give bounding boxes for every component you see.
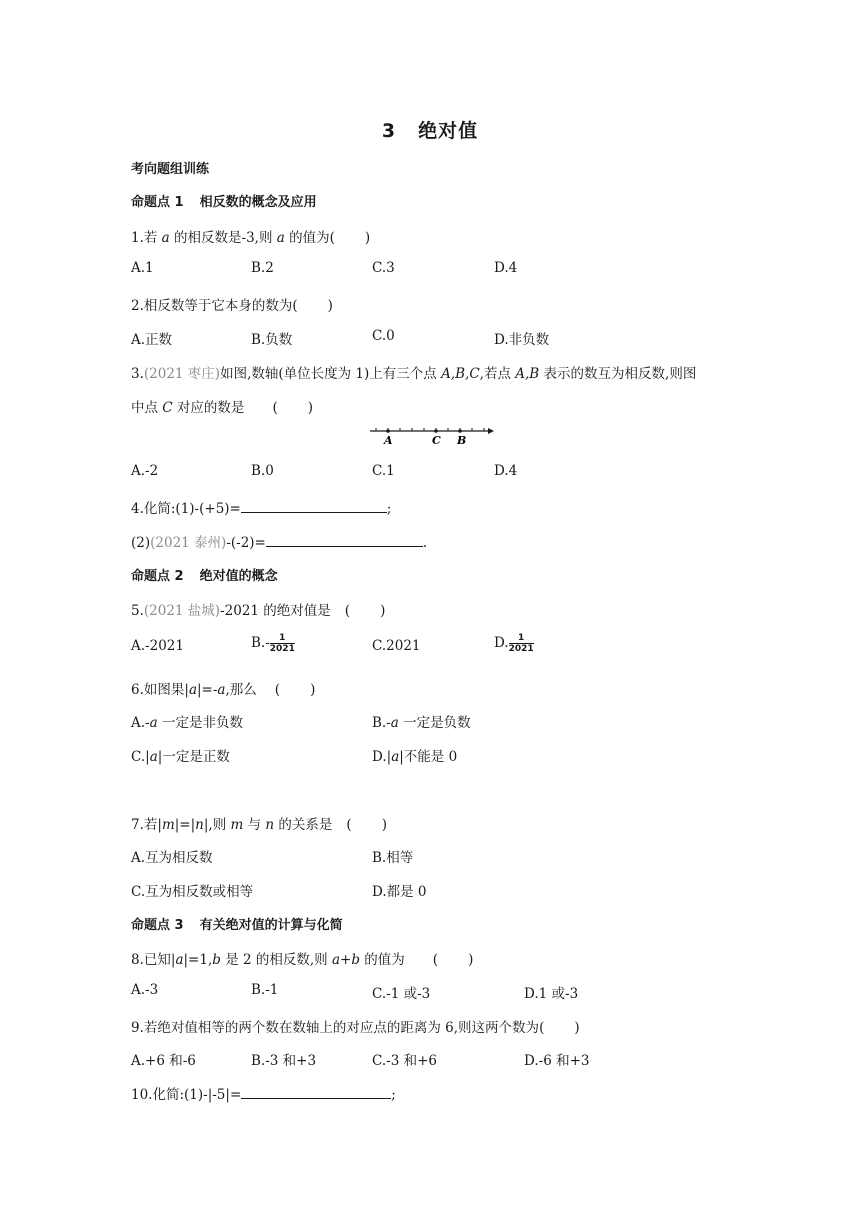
stem-text: 9.若绝对值相等的两个数在数轴上的对应点的距离为 6,则这两个数为	[131, 1020, 540, 1036]
stem-text: (2)	[131, 535, 151, 551]
denominator: 2021	[269, 644, 295, 654]
option-d: D.4	[494, 260, 518, 276]
option-prefix: A.-	[131, 715, 150, 731]
answer-paren-left: (	[329, 230, 335, 246]
option-text: 一定是负数	[398, 715, 471, 731]
answer-paren-right: )	[381, 817, 387, 833]
stem-text: 的值为	[284, 230, 330, 246]
source-tag: (2021 盐城)	[143, 603, 221, 619]
question-4-part-2	[131, 531, 427, 551]
variable: a	[188, 682, 197, 698]
answer-paren-right: )	[574, 1020, 580, 1036]
fraction	[270, 633, 295, 654]
stem-text: |,则	[203, 817, 231, 833]
option-d	[494, 633, 534, 654]
question-2-stem	[131, 294, 333, 314]
source-tag: (2021 泰州)	[150, 535, 227, 551]
stem-text: |=1,	[183, 952, 213, 968]
answer-blank[interactable]	[266, 532, 423, 547]
stem-text: 与	[243, 817, 266, 833]
topic-text: 绝对值的概念	[199, 569, 278, 584]
option-d: D.4	[494, 463, 518, 479]
option-text: |不能是 0	[399, 749, 458, 765]
option-prefix: D.	[494, 635, 509, 651]
option-c: C.-3 和+6	[372, 1053, 437, 1069]
point-a-dot	[386, 429, 390, 433]
answer-paren-right: )	[310, 682, 316, 698]
stem-text: 的相反数是-3,则	[169, 230, 277, 246]
stem-text: 中点	[131, 400, 163, 416]
variable: a	[217, 682, 226, 698]
fraction	[509, 633, 534, 654]
option-text: 一定是非负数	[157, 715, 243, 731]
option-c	[131, 745, 230, 765]
option-a: A.-2021	[131, 638, 184, 654]
option-prefix: B.-	[372, 715, 391, 731]
stem-text: 7.若|	[131, 817, 162, 833]
option-d	[372, 745, 457, 765]
option-b: B.-3 和+3	[251, 1053, 317, 1069]
option-b: B.相等	[372, 850, 414, 866]
variable: b	[351, 952, 360, 968]
answer-paren-left: (	[344, 603, 351, 619]
topic-heading	[131, 914, 343, 933]
page-title	[0, 116, 860, 143]
variable: a	[149, 749, 158, 765]
topic-label: 命题点 1	[131, 195, 184, 210]
answer-paren-left: (	[539, 1020, 545, 1036]
stem-text: 如图,数轴(单位长度为 1)上有三个点	[220, 366, 442, 382]
option-c: C.0	[372, 328, 395, 344]
stem-text: 10.化简:(1)-|-5|=	[131, 1087, 242, 1103]
question-3-stem-cont	[131, 396, 313, 416]
section-heading: 考向题组训练	[131, 162, 210, 177]
answer-paren-right: )	[327, 298, 333, 314]
option-b: B.0	[251, 463, 274, 479]
option-b: B.负数	[251, 332, 293, 348]
variable: A,B	[515, 366, 540, 382]
point-c-label: C	[432, 434, 441, 447]
topic-heading	[131, 191, 317, 210]
answer-paren-left: (	[346, 817, 352, 833]
answer-paren-right: )	[307, 400, 313, 416]
stem-text: +	[340, 952, 352, 968]
number-line-figure	[364, 422, 494, 448]
variable: n	[265, 817, 275, 833]
variable: a	[391, 749, 400, 765]
question-number: 5.	[131, 603, 144, 619]
stem-text: -(-2)=	[226, 535, 266, 551]
stem-text: -2021 的绝对值是	[220, 603, 331, 619]
question-4-part-1	[131, 497, 391, 517]
option-c: C.1	[372, 463, 395, 479]
point-b-label: B	[457, 434, 467, 447]
variable: A,B,C	[441, 366, 480, 382]
answer-blank[interactable]	[241, 1084, 391, 1099]
numerator: 1	[270, 633, 295, 644]
point-c-dot	[434, 429, 438, 433]
question-6-stem	[131, 678, 315, 698]
variable: a	[390, 715, 399, 731]
option-text: |一定是正数	[157, 749, 230, 765]
variable: n	[195, 817, 204, 833]
stem-text: 的值为	[359, 952, 405, 968]
stem-text: 对应的数是	[172, 400, 245, 416]
option-a: A.正数	[131, 332, 173, 348]
stem-text: 是 2 的相反数,则	[220, 952, 332, 968]
numerator: 1	[509, 633, 534, 644]
axis-arrow-icon	[488, 428, 494, 434]
option-d: D.非负数	[494, 332, 550, 348]
question-7-stem	[131, 813, 387, 833]
stem-text: 的关系是	[274, 817, 333, 833]
stem-text: |=|	[174, 817, 196, 833]
option-a: A.-3	[131, 982, 159, 998]
option-d: D.都是 0	[372, 884, 427, 900]
topic-heading	[131, 565, 278, 584]
stem-text: 8.已知|	[131, 952, 176, 968]
point-b-dot	[458, 429, 462, 433]
option-a: A.1	[131, 260, 154, 276]
answer-paren-right: )	[364, 230, 371, 246]
stem-text: ,若点	[479, 366, 516, 382]
stem-text: 表示的数互为相反数,则图	[539, 366, 697, 382]
option-c: C.3	[372, 260, 395, 276]
option-c: C.2021	[372, 638, 421, 654]
option-b	[251, 633, 295, 654]
answer-paren-left: (	[292, 298, 298, 314]
source-tag: (2021 枣庄)	[143, 366, 221, 382]
variable: C	[162, 400, 173, 416]
stem-text: ,那么	[225, 682, 257, 698]
option-c: C.互为相反数或相等	[131, 884, 254, 900]
title-number: 3	[381, 120, 397, 142]
option-d: D.-6 和+3	[524, 1053, 590, 1069]
question-3-stem	[131, 362, 696, 382]
variable: b	[212, 952, 221, 968]
stem-text: 1.若	[131, 230, 162, 246]
variable: a	[175, 952, 184, 968]
topic-label: 命题点 3	[131, 918, 184, 933]
variable: a	[331, 952, 341, 968]
topic-text: 有关绝对值的计算与化简	[199, 918, 343, 933]
answer-paren-left: (	[432, 952, 439, 968]
option-d: D.1 或-3	[524, 986, 579, 1002]
question-10-stem	[131, 1083, 396, 1103]
question-number: 3.	[131, 366, 144, 382]
option-a	[131, 711, 243, 731]
denominator: 2021	[508, 644, 534, 654]
question-5-stem	[131, 599, 385, 619]
option-a: A.互为相反数	[131, 850, 213, 866]
stem-text: .	[422, 535, 428, 551]
option-prefix: D.|	[372, 749, 392, 765]
variable: a	[276, 230, 285, 246]
title-text: 绝对值	[418, 120, 479, 142]
option-prefix: C.|	[131, 749, 150, 765]
topic-label: 命题点 2	[131, 569, 184, 584]
stem-text: ;	[386, 501, 392, 517]
stem-text: 4.化简:(1)-(+5)=	[131, 501, 241, 517]
answer-paren-right: )	[380, 603, 386, 619]
option-prefix: B.-	[251, 635, 270, 651]
answer-paren-left: (	[274, 682, 281, 698]
question-9-stem	[131, 1016, 580, 1036]
variable: a	[161, 230, 170, 246]
option-a: A.-2	[131, 463, 159, 479]
option-c: C.-1 或-3	[372, 986, 431, 1002]
stem-text: 2.相反数等于它本身的数为	[131, 298, 293, 314]
answer-paren-right: )	[468, 952, 474, 968]
variable: m	[161, 817, 175, 833]
answer-blank[interactable]	[241, 498, 387, 513]
point-a-label: A	[384, 434, 393, 447]
option-a: A.+6 和-6	[131, 1053, 196, 1069]
option-b: B.2	[251, 260, 274, 276]
stem-text: |=-	[197, 682, 218, 698]
stem-text: 6.如图果|	[131, 682, 189, 698]
option-b	[372, 711, 471, 731]
answer-paren-left: (	[272, 400, 278, 416]
variable: m	[230, 817, 244, 833]
variable: a	[149, 715, 158, 731]
question-1-stem	[131, 226, 370, 246]
topic-text: 相反数的概念及应用	[199, 195, 317, 210]
option-b: B.-1	[251, 982, 279, 998]
question-8-stem	[131, 948, 473, 968]
stem-text: ;	[391, 1087, 396, 1103]
